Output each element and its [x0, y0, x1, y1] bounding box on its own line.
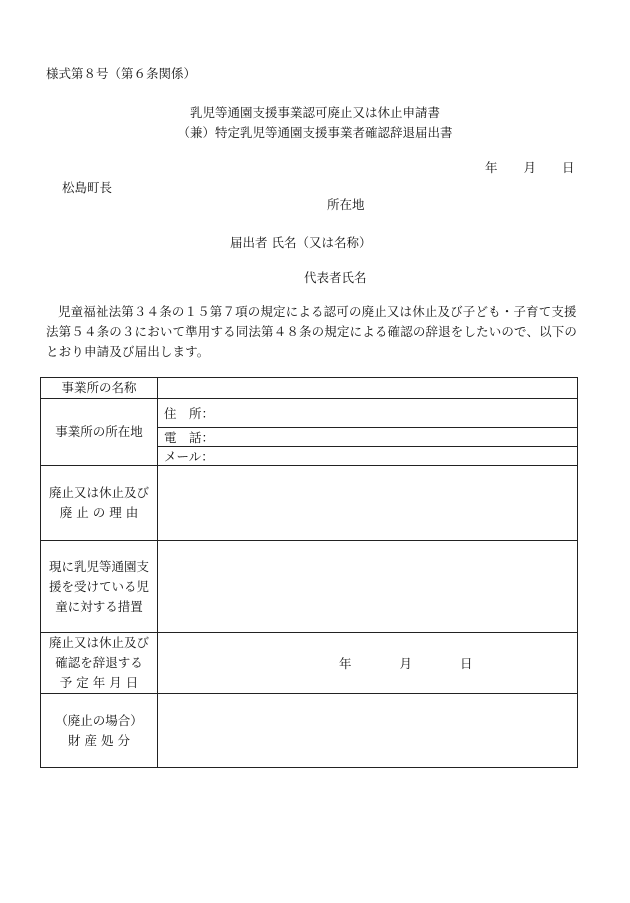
facility-name-label: 事業所の名称	[41, 378, 158, 399]
date-day: 日	[562, 160, 575, 175]
facility-address-label: 事業所の所在地	[41, 399, 158, 466]
measures-field[interactable]	[158, 541, 578, 633]
property-label	[41, 694, 158, 768]
schedule-day: 日	[460, 656, 473, 671]
property-field[interactable]	[158, 694, 578, 768]
schedule-month: 月	[399, 656, 413, 671]
location-label: 所在地	[327, 197, 365, 212]
date-header	[485, 158, 575, 176]
facility-name-field[interactable]	[158, 378, 578, 399]
measures-label-line3: 童に対する措置	[55, 598, 143, 614]
property-label-line2: 財 産 処 分	[68, 732, 130, 748]
schedule-year: 年	[339, 656, 352, 671]
schedule-label-line2: 確認を辞退する	[55, 655, 143, 670]
measures-label	[41, 541, 158, 633]
applicant-name-label: 届出者 氏名（又は名称）	[230, 235, 372, 250]
measures-label-line1: 現に乳児等通園支	[48, 558, 149, 574]
date-month: 月	[523, 160, 537, 175]
schedule-label-line3: 予 定 年 月 日	[59, 675, 139, 690]
phone-field[interactable]: 電 話：	[158, 428, 578, 447]
schedule-label	[41, 633, 158, 694]
reason-label-line2: 廃 止 の 理 由	[59, 505, 139, 520]
representative-label: 代表者氏名	[304, 270, 367, 285]
document-title-line2: （兼）特定乳児等通園支援事業者確認辞退届出書	[177, 125, 453, 140]
date-year: 年	[485, 160, 498, 175]
application-table	[40, 377, 578, 768]
address-field[interactable]: 住 所：	[158, 399, 578, 428]
reason-field[interactable]	[158, 466, 578, 541]
schedule-label-line1: 廃止又は休止及び	[48, 635, 149, 650]
form-number: 様式第８号（第６条関係）	[46, 66, 197, 81]
addressee: 松島町長	[62, 180, 113, 195]
measures-label-line2: 援を受けている児	[48, 578, 149, 594]
property-label-line1: （廃止の場合）	[55, 712, 143, 728]
reason-label	[41, 466, 158, 541]
reason-label-line1: 廃止又は休止及び	[48, 485, 149, 500]
schedule-date-field[interactable]	[158, 633, 578, 694]
email-field[interactable]: メール：	[158, 447, 578, 466]
body-text: 児童福祉法第３４条の１５第７項の規定による認可の廃止又は休止及び子ども・子育て支援法第５４条の３において準用する同法第４８条の規定による確認の辞退をしたいので、以下のとおり申請及び届出します。	[46, 304, 578, 359]
document-title-line1: 乳児等通園支援事業認可廃止又は休止申請書	[189, 105, 440, 120]
